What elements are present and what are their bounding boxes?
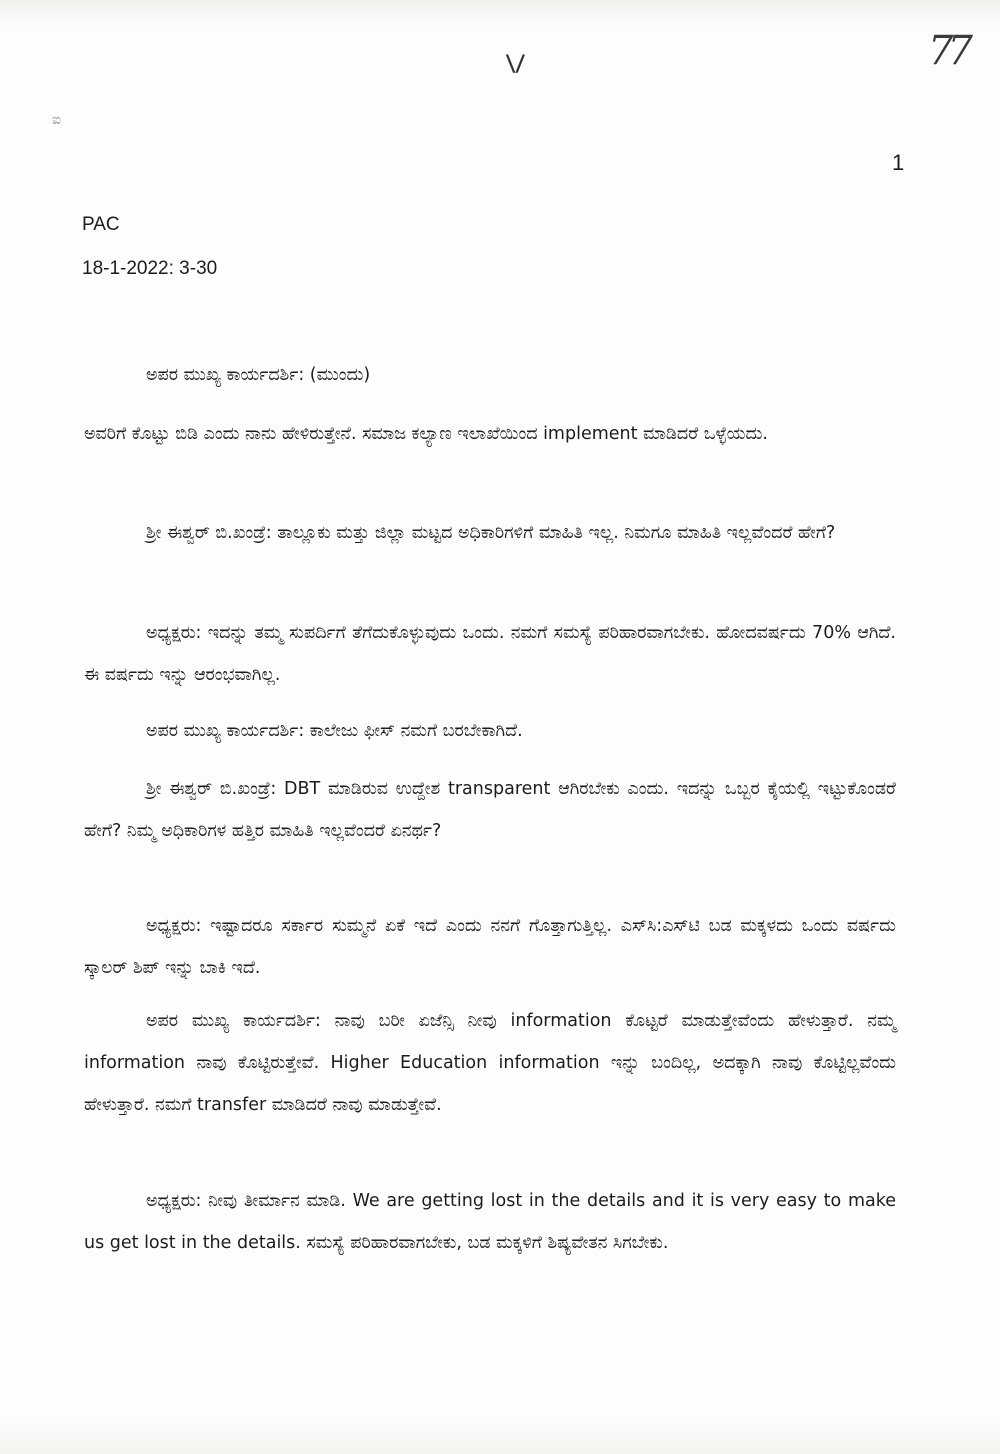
paragraph-6: ಶ್ರೀ ಈಶ್ವರ್ ಬಿ.ಖಂಡ್ರೆ: DBT ಮಾಡಿರುವ ಉದ್ದೇಶ transparent ಆಗಿರಬೇಕು ಎಂದು. ಇದನ್ನು ಒಬ್ಬರ ಕೈಯಲ್ಲಿ ಇಟ್ಟುಕೊಂಡರೆ ಹೇಗೆ? ನಿಮ್ಮ ಅಧಿಕಾರಿಗಳ ಹತ್ತಿರ ಮಾಹಿತಿ ಇಲ್ಲವೆಂದರೆ ಏನರ್ಥ? <box>84 779 896 841</box>
paragraph-3: ಶ್ರೀ ಈಶ್ವರ್ ಬಿ.ಖಂಡ್ರೆ: ತಾಲ್ಲೂಕು ಮತ್ತು ಜಿಲ್ಲಾ ಮಟ್ಟದ ಅಧಿಕಾರಿಗಳಿಗೆ ಮಾಹಿತಿ ಇಲ್ಲ. ನಿಮಗೂ ಮಾಹಿತಿ ಇಲ್ಲವೆಂದರೆ ಹೇಗೆ? <box>146 523 836 543</box>
paragraph-7: ಅಧ್ಯಕ್ಷರು: ಇಷ್ಟಾದರೂ ಸರ್ಕಾರ ಸುಮ್ಮನೆ ಏಕೆ ಇದೆ ಎಂದು ನನಗೆ ಗೊತ್ತಾಗುತ್ತಿಲ್ಲ. ಎಸ್‌ಸಿ:ಎಸ್‌ಟಿ ಬಡ ಮಕ್ಕಳದು ಒಂದು ವರ್ಷದು ಸ್ಕಾಲರ್ ಶಿಪ್ ಇನ್ನು ಬಾಕಿ ಇದೆ. <box>84 916 896 978</box>
paragraph-2: ಅವರಿಗೆ ಕೊಟ್ಟು ಬಿಡಿ ಎಂದು ನಾನು ಹೇಳಿರುತ್ತೇನೆ. ಸಮಾಜ ಕಲ್ಯಾಣ ಇಲಾಖೆಯಿಂದ implement ಮಾಡಿದರೆ ಒಳ್ಳೆಯದು. <box>84 424 768 444</box>
document-date: 18-1-2022: 3-30 <box>82 258 218 279</box>
paragraph-1: ಅಪರ ಮುಖ್ಯ ಕಾರ್ಯದರ್ಶಿ: (ಮುಂದು) <box>146 365 371 385</box>
handwritten-page-number: 77 <box>928 28 967 74</box>
stamp-mark: ಐ <box>52 112 62 128</box>
paragraph-9: ಅಧ್ಯಕ್ಷರು: ನೀವು ತೀರ್ಮಾನ ಮಾಡಿ. We are getting lost in the details and it is very easy to make us get lost in the details. ಸಮಸ್ಯೆ ಪರಿಹಾರವಾಗಬೇಕು, ಬಡ ಮಕ್ಕಳಿಗೆ ಶಿಷ್ಯವೇತನ ಸಿಗಬೇಕು. <box>84 1191 896 1253</box>
document-title: PAC <box>82 214 120 235</box>
page-number: 1 <box>892 150 905 175</box>
paragraph-4: ಅಧ್ಯಕ್ಷರು: ಇದನ್ನು ತಮ್ಮ ಸುಪರ್ದಿಗೆ ತೆಗೆದುಕೊಳ್ಳುವುದು ಒಂದು. ನಮಗೆ ಸಮಸ್ಯೆ ಪರಿಹಾರವಾಗಬೇಕು. ಹೋದವರ್ಷದು 70% ಆಗಿದೆ. ಈ ವರ್ಷದು ಇನ್ನು ಆರಂಭವಾಗಿಲ್ಲ. <box>84 623 896 685</box>
paragraph-5: ಅಪರ ಮುಖ್ಯ ಕಾರ್ಯದರ್ಶಿ: ಕಾಲೇಜು ಫೀಸ್ ನಮಗೆ ಬರಬೇಕಾಗಿದೆ. <box>146 721 523 741</box>
tick-mark: \/ <box>505 52 526 77</box>
paragraph-8: ಅಪರ ಮುಖ್ಯ ಕಾರ್ಯದರ್ಶಿ: ನಾವು ಬರೀ ಏಜೆನ್ಸಿ ನೀವು information ಕೊಟ್ಟರೆ ಮಾಡುತ್ತೇವೆಂದು ಹೇಳುತ್ತಾರೆ. ನಮ್ಮ information ನಾವು ಕೊಟ್ಟಿರುತ್ತೇವೆ. Higher Education information ಇನ್ನು ಬಂದಿಲ್ಲ, ಅದಕ್ಕಾಗಿ ನಾವು ಕೊಟ್ಟಿಲ್ಲವೆಂದು ಹೇಳುತ್ತಾರೆ. ನಮಗೆ transfer ಮಾಡಿದರೆ ನಾವು ಮಾಡುತ್ತೇವೆ. <box>84 1011 896 1115</box>
